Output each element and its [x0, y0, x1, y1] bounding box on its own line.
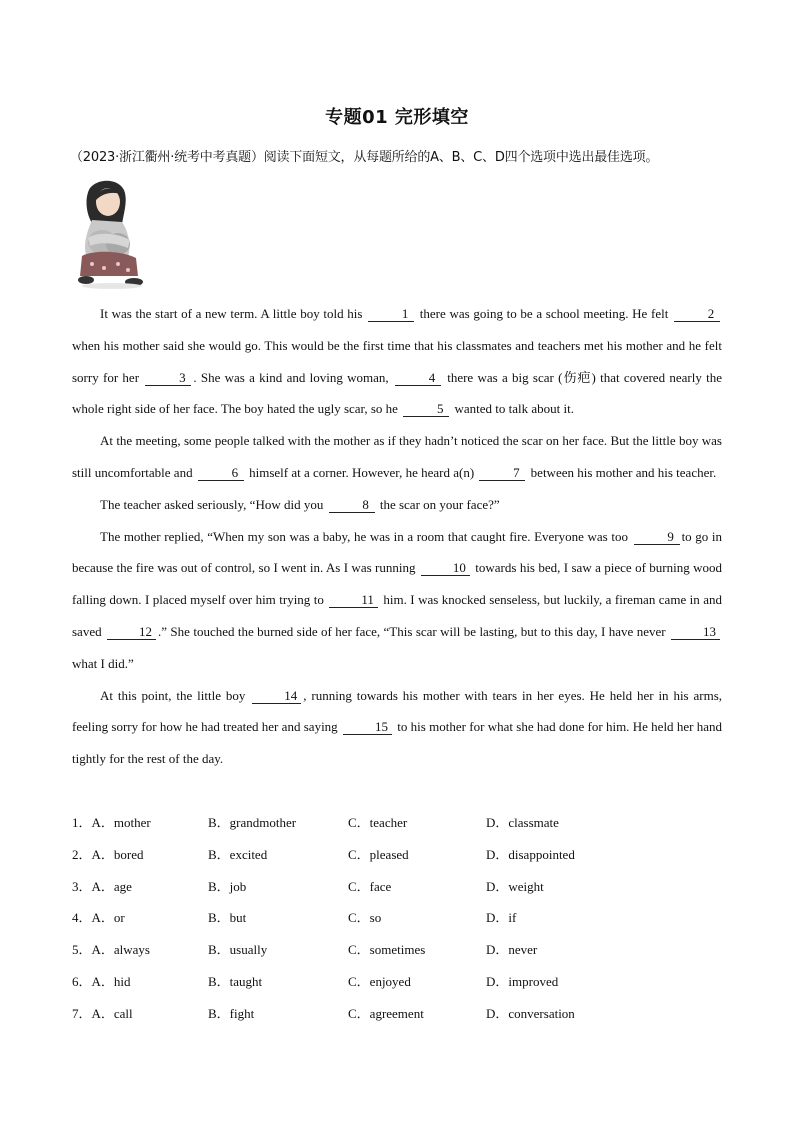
blank-11[interactable]: 11 [329, 593, 378, 608]
option-b[interactable]: B．taught [208, 973, 263, 989]
option-b[interactable]: B．grandmother [208, 815, 297, 830]
blank-14[interactable]: 14 [252, 689, 301, 704]
blank-1[interactable]: 1 [368, 307, 414, 322]
option-d[interactable]: D．improved [486, 973, 559, 989]
blank-10[interactable]: 10 [421, 561, 470, 576]
blank-5[interactable]: 5 [403, 402, 449, 417]
option-b[interactable]: B．but [208, 910, 247, 926]
question-2-options [72, 840, 722, 872]
option-b[interactable]: B．fight [208, 1005, 255, 1021]
blank-9[interactable]: 9 [634, 530, 680, 545]
blank-4[interactable]: 4 [395, 371, 441, 386]
option-a[interactable]: 6．A．hid [72, 973, 131, 989]
option-c[interactable]: C．teacher [348, 815, 408, 830]
paragraph-1: It was the start of a new term. A little boy told his 1 there was going to be a school meeting. He felt 2 when his mother said she would go. This would be the first time that his classmates and teachers met his mother and he felt sorry for her 3 . She was a kind and loving woman, 4 there was a big scar (伤疤) that covered nearly the whole right side of her face. The boy hated the ugly scar, so he 5 wanted to talk about it. [72, 306, 722, 417]
passage [72, 298, 722, 775]
paragraph-5: At this point, the little boy 14 , running towards his mother with tears in her eyes. He held her in his arms, feeling sorry for how he had treated her and saying 15 to his mother for what she had done for him. He held her hand tightly for the rest of the day. [72, 687, 723, 767]
option-b[interactable]: B．excited [208, 846, 268, 862]
option-c[interactable]: C．sometimes [348, 942, 426, 958]
option-d[interactable]: D．if [486, 910, 517, 926]
answer-options [72, 808, 722, 1031]
option-a[interactable]: 1．A．mother [72, 815, 151, 830]
option-c[interactable]: C．so [348, 910, 382, 926]
option-d[interactable]: D．classmate [486, 815, 559, 830]
question-6-options [72, 967, 722, 999]
option-a[interactable]: 3．A．age [72, 878, 132, 894]
option-d[interactable]: D．never [486, 942, 538, 958]
question-7-options [72, 999, 722, 1031]
option-c[interactable]: C．pleased [348, 846, 409, 862]
instruction-text: （2023·浙江衢州·统考中考真题）阅读下面短文，从每题所给的A、B、C、D四个选项中选出最佳选项。 [70, 150, 659, 165]
paragraph-4: The mother replied, “When my son was a baby, he was in a room that caught fire. Everyone was too 9 to go in because the fire was out of control, so I went in. As I was running 10 towards his bed, I saw a piece of burning wood falling down. I placed myself over him trying to 11 him. I was knocked senseless, but luckily, a fireman came in and saved 12 .” She touched the burned side of her face, “This scar will be lasting, but to this day, I have never 13 what I did.” [72, 528, 723, 671]
blank-8[interactable]: 8 [329, 498, 375, 513]
blank-7[interactable]: 7 [479, 466, 525, 481]
blank-3[interactable]: 3 [145, 371, 191, 386]
girl-hugging-knees-icon [72, 180, 154, 290]
question-4-options [72, 903, 722, 935]
option-d[interactable]: D．disappointed [486, 846, 575, 862]
option-a[interactable]: 4．A．or [72, 910, 125, 926]
option-a[interactable]: 2．A．bored [72, 846, 144, 862]
blank-6[interactable]: 6 [198, 466, 244, 481]
option-b[interactable]: B．job [208, 878, 247, 894]
option-d[interactable]: D．conversation [486, 1005, 575, 1021]
page-title: 专题01 完形填空 [325, 107, 469, 128]
option-c[interactable]: C．enjoyed [348, 973, 411, 989]
option-a[interactable]: 5．A．always [72, 942, 150, 958]
blank-12[interactable]: 12 [107, 625, 156, 640]
question-5-options [72, 935, 722, 967]
option-d[interactable]: D．weight [486, 878, 544, 894]
option-c[interactable]: C．face [348, 878, 392, 894]
option-a[interactable]: 7．A．call [72, 1005, 133, 1021]
option-b[interactable]: B．usually [208, 942, 268, 958]
paragraph-2: At the meeting, some people talked with the mother as if they hadn’t noticed the scar on her face. But the little boy was still uncomfortable and 6 himself at a corner. However, he heard a(n) 7 between his mother and his teacher. [72, 433, 722, 480]
blank-13[interactable]: 13 [671, 625, 720, 640]
option-c[interactable]: C．agreement [348, 1005, 424, 1021]
question-1-options [72, 808, 722, 840]
paragraph-3: The teacher asked seriously, “How did you 8 the scar on your face?” [100, 496, 500, 512]
blank-2[interactable]: 2 [674, 307, 720, 322]
question-3-options [72, 872, 722, 904]
blank-15[interactable]: 15 [343, 720, 392, 735]
